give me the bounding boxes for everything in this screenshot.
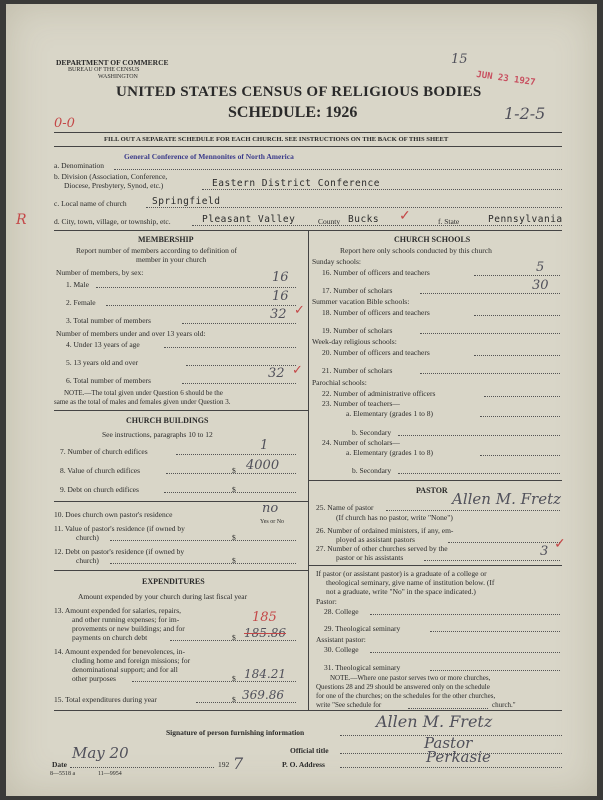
pastor-note-3: for one of the churches; on the schedules for the other churches, xyxy=(316,692,496,700)
city-label-field: d. City, town, village, or township, etc. xyxy=(54,217,171,226)
membership-note-2: same as the total of males and females given under Question 3. xyxy=(54,398,231,406)
official-title-value: Pastor xyxy=(424,734,473,752)
q8-dollar: $ xyxy=(232,466,236,475)
q14-label: 14. Amount expended for benevolences, in- xyxy=(54,647,186,656)
header-rule-bottom xyxy=(54,146,562,147)
buildings-heading: CHURCH BUILDINGS xyxy=(126,416,209,425)
q7-edifices-label: 7. Number of church edifices xyxy=(60,447,148,456)
q23b-label: b. Secondary xyxy=(352,428,392,437)
q11-label: 11. Value of pastor's residence (if owned by xyxy=(54,524,185,533)
q26-label: 26. Number of ordained ministers, if any, em- xyxy=(316,526,454,535)
q6-total-value: 32 xyxy=(268,366,285,381)
state-label: f. State xyxy=(438,217,460,226)
q25-value: Allen M. Fretz xyxy=(452,490,562,508)
q13-label-2: and other running expenses; for im- xyxy=(72,615,180,624)
q24b-label: b. Secondary xyxy=(352,466,392,475)
q16-value: 5 xyxy=(536,260,545,275)
received-date-stamp: JUN 23 1927 xyxy=(475,69,537,89)
form-number: 8—5518 a xyxy=(50,771,76,777)
q15-value: 369.86 xyxy=(242,688,284,702)
schools-heading: CHURCH SCHOOLS xyxy=(394,235,471,244)
instruction-line: FILL OUT A SEPARATE SCHEDULE FOR EACH CHURCH. SEE INSTRUCTIONS ON THE BACK OF THIS SHEET xyxy=(104,136,449,143)
year-digit: 7 xyxy=(233,754,244,773)
expenditures-sub: Amount expended by your church during last fiscal year xyxy=(78,592,248,601)
q9-dollar: $ xyxy=(232,485,236,494)
q13-label: 13. Amount expended for salaries, repairs, xyxy=(54,606,182,615)
q14-label-2: cluding home and foreign missions; for xyxy=(72,656,191,665)
q13-struck-value: 185.86 xyxy=(244,626,286,640)
column-divider xyxy=(308,230,309,710)
q3-checkmark-icon: ✓ xyxy=(294,302,305,317)
q13-label-4: payments on church debt xyxy=(72,633,148,642)
q5-over13-label: 5. 13 years old and over xyxy=(66,358,139,367)
q14-label-4: other purposes xyxy=(72,674,116,683)
q4-under13-label: 4. Under 13 years of age xyxy=(66,340,140,349)
denomination-label: a. Denomination xyxy=(54,161,104,170)
schools-sub: Report here only schools conducted by this church xyxy=(340,246,492,255)
po-address-value: Perkasie xyxy=(426,748,491,766)
division-value: Eastern District Conference xyxy=(212,178,380,189)
county-checkmark-icon: ✓ xyxy=(399,209,411,224)
q21-label: 21. Number of scholars xyxy=(322,366,393,375)
q8-value: 4000 xyxy=(246,458,280,473)
header-rule-top xyxy=(54,132,562,133)
county-label: County xyxy=(318,217,341,226)
graduate-instruction-3: not a graduate, write "No" in the space indicated.) xyxy=(326,587,476,596)
date-value: May 20 xyxy=(72,744,129,762)
membership-sub2: member in your church xyxy=(136,255,207,264)
q6-checkmark-icon: ✓ xyxy=(292,362,303,377)
q8-value-label: 8. Value of church edifices xyxy=(60,466,141,475)
q14-value: 184.21 xyxy=(244,667,286,681)
form-number-2: 11—9954 xyxy=(98,771,122,777)
q1-male-value: 16 xyxy=(272,270,289,285)
q31-label: 31. Theological seminary xyxy=(324,663,401,672)
q12-label-2: church) xyxy=(76,556,99,565)
q10-value: no xyxy=(262,501,279,516)
pastor-note-5: church." xyxy=(492,701,516,709)
q2-female-value: 16 xyxy=(272,289,289,304)
q2-female-label: 2. Female xyxy=(66,298,96,307)
q14-label-3: denominational support; and for all xyxy=(72,665,178,674)
members-by-sex-label: Number of members, by sex: xyxy=(56,268,144,277)
q16-label: 16. Number of officers and teachers xyxy=(322,268,430,277)
q15-label: 15. Total expenditures during year xyxy=(54,695,157,704)
expenditures-heading: EXPENDITURES xyxy=(142,577,205,586)
members-by-age-label: Number of members under and over 13 years old: xyxy=(56,329,206,338)
membership-heading: MEMBERSHIP xyxy=(138,235,194,244)
division-label: b. Division (Association, Conference, xyxy=(54,172,168,181)
q24-label: 24. Number of scholars— xyxy=(322,438,400,447)
denomination-value: General Conference of Mennonites of North America xyxy=(124,152,294,161)
assistant-pastor-label: Assistant pastor: xyxy=(316,635,366,644)
q23a-label: a. Elementary (grades 1 to 8) xyxy=(346,409,434,418)
year-prefix: 192 xyxy=(218,760,230,769)
q20-label: 20. Number of officers and teachers xyxy=(322,348,430,357)
q30-label: 30. College xyxy=(324,645,359,654)
q25-label: 25. Name of pastor xyxy=(316,503,374,512)
summer-label: Summer vacation Bible schools: xyxy=(312,297,410,306)
q19-label: 19. Number of scholars xyxy=(322,326,393,335)
q23-label: 23. Number of teachers— xyxy=(322,399,400,408)
q27-value: 3 xyxy=(540,544,549,559)
q26-label-2: ployed as assistant pastors xyxy=(336,535,415,544)
q3-total-label: 3. Total number of members xyxy=(66,316,151,325)
q27-label: 27. Number of other churches served by the xyxy=(316,544,448,553)
pastor-note-1: NOTE.—Where one pastor serves two or more churches, xyxy=(330,674,491,682)
po-address-label: P. O. Address xyxy=(282,760,325,769)
weekday-label: Week-day religious schools: xyxy=(312,337,397,346)
q12-label: 12. Debt on pastor's residence (if owned by xyxy=(54,547,185,556)
q1-male-label: 1. Male xyxy=(66,280,89,289)
q11-label-2: church) xyxy=(76,533,99,542)
membership-sub1: Report number of members according to definition of xyxy=(76,246,237,255)
official-title-label: Official title xyxy=(290,746,329,755)
membership-note-1: NOTE.—The total given under Question 6 should be the xyxy=(64,389,223,397)
form-title: UNITED STATES CENSUS OF RELIGIOUS BODIES xyxy=(116,84,482,100)
q13-label-3: provements or new buildings; and for xyxy=(72,624,185,633)
q28-label: 28. College xyxy=(324,607,359,616)
division-label-2: Diocese, Presbytery, Synod, etc.) xyxy=(64,181,164,190)
q9-debt-label: 9. Debt on church edifices xyxy=(60,485,139,494)
box-bottom-rule xyxy=(54,710,562,711)
q27-checkmark-icon: ✓ xyxy=(554,537,566,552)
bureau-label: BUREAU OF THE CENSUS xyxy=(68,67,140,73)
q25-note: (If church has no pastor, write "None") xyxy=(336,513,453,522)
q6-total-label: 6. Total number of members xyxy=(66,376,151,385)
county-value: Bucks xyxy=(348,214,380,225)
city-value: Pleasant Valley xyxy=(202,214,296,225)
q13-dollar: $ xyxy=(232,633,236,642)
q13-corrected-value: 185 xyxy=(252,610,277,625)
q3-total-value: 32 xyxy=(270,307,287,322)
q29-label: 29. Theological seminary xyxy=(324,624,401,633)
q15-dollar: $ xyxy=(232,695,236,704)
red-code-mark: 0-0 xyxy=(54,116,75,131)
graduate-instruction-1: If pastor (or assistant pastor) is a graduate of a college or xyxy=(316,569,487,578)
red-r-mark: R xyxy=(16,212,27,228)
q24a-label: a. Elementary (grades 1 to 8) xyxy=(346,448,434,457)
q22-label: 22. Number of administrative officers xyxy=(322,389,436,398)
q12-dollar: $ xyxy=(232,556,236,565)
city-label: WASHINGTON xyxy=(98,74,138,80)
buildings-sub: See instructions, paragraphs 10 to 12 xyxy=(102,430,213,439)
pastor-note-2: Questions 28 and 29 should be answered only on the schedule xyxy=(316,683,490,691)
census-schedule-form xyxy=(6,4,597,796)
handwritten-number: 15 xyxy=(451,52,468,67)
department-label: DEPARTMENT OF COMMERCE xyxy=(56,58,169,67)
schedule-title: SCHEDULE: 1926 xyxy=(228,104,358,121)
signature-value: Allen M. Fretz xyxy=(376,712,493,731)
q7-edifices-value: 1 xyxy=(260,438,269,453)
pastor-note-4: write "See schedule for xyxy=(316,701,382,709)
local-name-label: c. Local name of church xyxy=(54,199,127,208)
graduate-instruction-2: theological seminary, give name of institution below. (If xyxy=(326,578,495,587)
q14-dollar: $ xyxy=(232,674,236,683)
date-label: Date xyxy=(52,760,67,769)
yes-no-hint: Yes or No xyxy=(260,519,285,525)
q10-residence-label: 10. Does church own pastor's residence xyxy=(54,510,173,519)
q27-label-2: pastor or his assistants xyxy=(336,553,404,562)
q11-dollar: $ xyxy=(232,533,236,542)
local-name-value: Springfield xyxy=(152,196,221,207)
signature-label: Signature of person furnishing information xyxy=(166,728,305,737)
q18-label: 18. Number of officers and teachers xyxy=(322,308,430,317)
q17-label: 17. Number of scholars xyxy=(322,286,393,295)
parochial-label: Parochial schools: xyxy=(312,378,367,387)
q17-value: 30 xyxy=(532,278,549,293)
pastor-college-label: Pastor: xyxy=(316,597,337,606)
state-value: Pennsylvania xyxy=(488,214,563,225)
sunday-label: Sunday schools: xyxy=(312,257,361,266)
pastor-heading: PASTOR xyxy=(416,486,448,495)
handwritten-code: 1-2-5 xyxy=(504,104,546,123)
